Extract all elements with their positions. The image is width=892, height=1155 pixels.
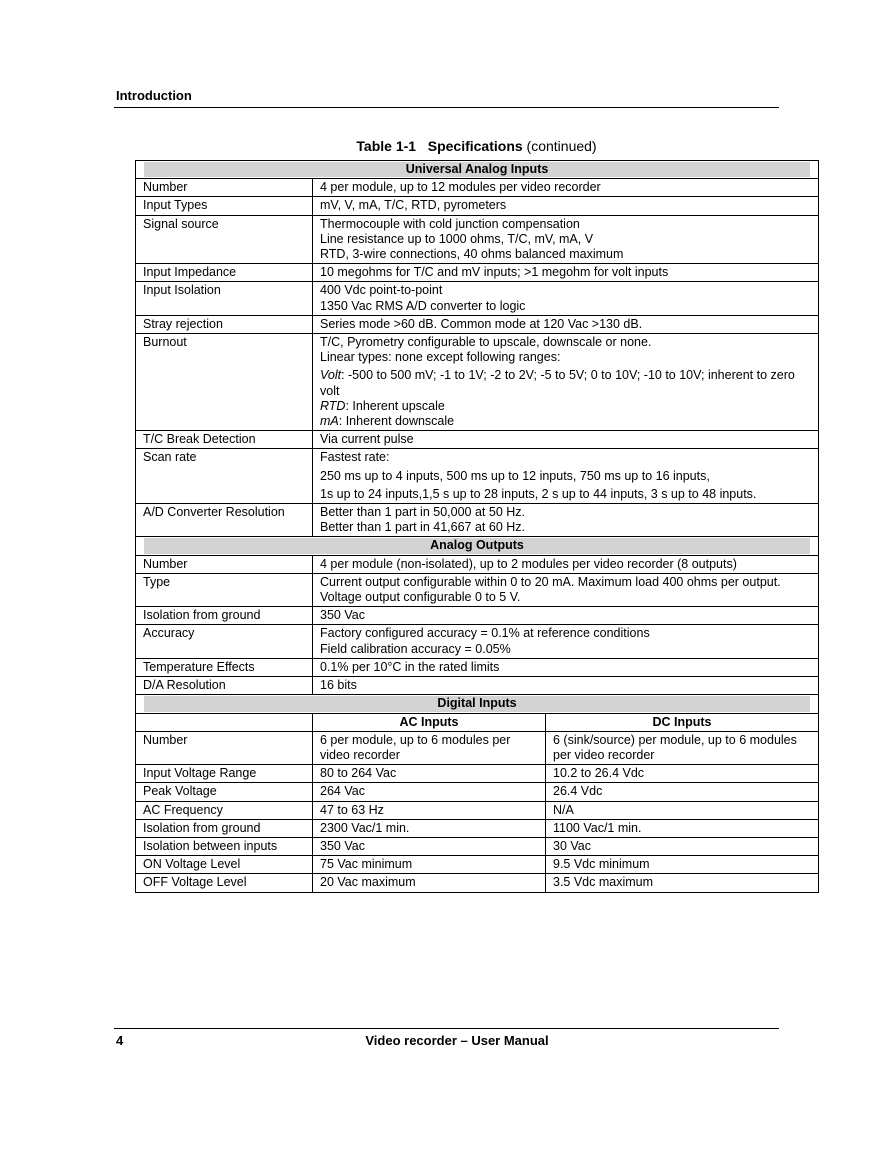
table-row (136, 315, 819, 333)
row-label: OFF Voltage Level (136, 874, 313, 892)
section-heading: Universal Analog Inputs (144, 162, 810, 177)
value-line: RTD, 3-wire connections, 40 ohms balanced maximum (320, 247, 624, 262)
table-row (136, 573, 819, 606)
footer-rule (114, 1028, 779, 1029)
table-row (136, 856, 819, 874)
dc-value: 6 (sink/source) per module, up to 6 modules per video recorder (546, 731, 819, 764)
ac-value: 6 per module, up to 6 modules per video recorder (313, 731, 546, 764)
row-label: ON Voltage Level (136, 856, 313, 874)
table-number: Table 1-1 (356, 138, 417, 154)
table-row (136, 282, 819, 315)
row-value: Series mode >60 dB. Common mode at 120 Vac >130 dB. (313, 315, 819, 333)
value-line: 1350 Vac RMS A/D converter to logic (320, 298, 526, 313)
row-label: Number (136, 555, 313, 573)
table-row (136, 819, 819, 837)
row-label: Isolation from ground (136, 819, 313, 837)
table-row (136, 555, 819, 573)
dc-value: 10.2 to 26.4 Vdc (546, 765, 819, 783)
row-value (313, 334, 819, 431)
row-label: Input Impedance (136, 264, 313, 282)
row-value: Via current pulse (313, 431, 819, 449)
dc-value: N/A (546, 801, 819, 819)
dc-value: 26.4 Vdc (546, 783, 819, 801)
table-row (136, 625, 819, 658)
row-label: Stray rejection (136, 315, 313, 333)
volt-term: Volt (320, 368, 342, 383)
row-label: Input Voltage Range (136, 765, 313, 783)
column-header-dc: DC Inputs (546, 713, 819, 731)
value-line: Better than 1 part in 41,667 at 60 Hz. (320, 520, 525, 535)
row-value: 4 per module, up to 12 modules per video recorder (313, 179, 819, 197)
row-label: Temperature Effects (136, 658, 313, 676)
row-value: 4 per module (non-isolated), up to 2 modules per video recorder (8 outputs) (313, 555, 819, 573)
section-analog-outputs (136, 537, 819, 555)
ac-value: 2300 Vac/1 min. (313, 819, 546, 837)
row-label: Input Types (136, 197, 313, 215)
row-value (313, 449, 819, 504)
value-line: Line resistance up to 1000 ohms, T/C, mV, mA, V (320, 231, 594, 246)
page-number: 4 (116, 1033, 124, 1048)
value-line: Linear types: none except following ranges: (320, 350, 561, 365)
row-value (313, 573, 819, 606)
empty-header-cell (136, 713, 313, 731)
value-line: Voltage output configurable 0 to 5 V. (320, 590, 521, 605)
ma-term: mA (320, 414, 339, 429)
header-rule (114, 107, 779, 108)
row-label: Input Isolation (136, 282, 313, 315)
dc-value: 30 Vac (546, 837, 819, 855)
section-heading: Digital Inputs (144, 696, 810, 711)
row-label: Accuracy (136, 625, 313, 658)
digital-column-headers (136, 713, 819, 731)
table-row (136, 658, 819, 676)
table-row (136, 874, 819, 892)
table-row (136, 431, 819, 449)
table-row (136, 801, 819, 819)
value-line: 1s up to 24 inputs,1,5 s up to 28 inputs, 2 s up to 44 inputs, 3 s up to 48 inputs. (320, 486, 757, 501)
section-heading: Analog Outputs (144, 538, 810, 553)
row-value: 0.1% per 10°C in the rated limits (313, 658, 819, 676)
value-line: Factory configured accuracy = 0.1% at reference conditions (320, 626, 650, 641)
ac-value: 47 to 63 Hz (313, 801, 546, 819)
table-row (136, 837, 819, 855)
ma-text: : Inherent downscale (338, 414, 455, 429)
row-value (313, 625, 819, 658)
column-header-ac: AC Inputs (313, 713, 546, 731)
footer-title: Video recorder – User Manual (365, 1033, 549, 1048)
row-label: A/D Converter Resolution (136, 504, 313, 537)
section-digital-inputs (136, 695, 819, 713)
row-label: Peak Voltage (136, 783, 313, 801)
row-label: Isolation from ground (136, 607, 313, 625)
value-line: 400 Vdc point-to-point (320, 283, 443, 298)
specifications-table (135, 160, 819, 893)
section-universal-analog-inputs (136, 161, 819, 179)
row-label: Number (136, 179, 313, 197)
running-header: Introduction (116, 88, 192, 103)
ac-value: 80 to 264 Vac (313, 765, 546, 783)
rtd-term: RTD (320, 398, 346, 413)
row-label: Scan rate (136, 449, 313, 504)
value-line: 250 ms up to 4 inputs, 500 ms up to 12 inputs, 750 ms up to 16 inputs, (320, 468, 710, 483)
table-row (136, 677, 819, 695)
ac-value: 264 Vac (313, 783, 546, 801)
rtd-text: : Inherent upscale (345, 398, 445, 413)
table-row (136, 197, 819, 215)
dc-value: 3.5 Vdc maximum (546, 874, 819, 892)
row-value (313, 282, 819, 315)
value-line (320, 414, 811, 429)
table-row (136, 731, 819, 764)
value-line: Field calibration accuracy = 0.05% (320, 641, 511, 656)
table-row (136, 215, 819, 264)
row-value: mV, V, mA, T/C, RTD, pyrometers (313, 197, 819, 215)
row-value: 16 bits (313, 677, 819, 695)
row-label: Burnout (136, 334, 313, 431)
table-row (136, 783, 819, 801)
table-row (136, 264, 819, 282)
value-line: Fastest rate: (320, 450, 390, 465)
value-line: Current output configurable within 0 to 20 mA. Maximum load 400 ohms per output. (320, 574, 781, 589)
row-label: D/A Resolution (136, 677, 313, 695)
table-title: Specifications (427, 138, 523, 154)
table-caption (135, 138, 818, 154)
table-row (136, 449, 819, 504)
row-label: Type (136, 573, 313, 606)
row-label: Number (136, 731, 313, 764)
row-value (313, 504, 819, 537)
value-line (320, 399, 811, 414)
value-line (320, 368, 811, 398)
row-label: AC Frequency (136, 801, 313, 819)
ac-value: 350 Vac (313, 837, 546, 855)
ac-value: 20 Vac maximum (313, 874, 546, 892)
row-label: T/C Break Detection (136, 431, 313, 449)
row-value: 350 Vac (313, 607, 819, 625)
table-row (136, 334, 819, 431)
table-row (136, 607, 819, 625)
row-label: Signal source (136, 215, 313, 264)
value-line: T/C, Pyrometry configurable to upscale, downscale or none. (320, 335, 652, 350)
row-value (313, 215, 819, 264)
value-line: Thermocouple with cold junction compensation (320, 216, 580, 231)
table-caption-suffix: (continued) (526, 138, 597, 154)
table-row (136, 504, 819, 537)
table-row (136, 179, 819, 197)
dc-value: 9.5 Vdc minimum (546, 856, 819, 874)
row-value: 10 megohms for T/C and mV inputs; >1 megohm for volt inputs (313, 264, 819, 282)
value-line: Better than 1 part in 50,000 at 50 Hz. (320, 505, 525, 520)
row-label: Isolation between inputs (136, 837, 313, 855)
dc-value: 1100 Vac/1 min. (546, 819, 819, 837)
volt-text: : -500 to 500 mV; -1 to 1V; -2 to 2V; -5 to 5V; 0 to 10V; -10 to 10V; inherent to zero volt (320, 368, 795, 398)
table-row (136, 765, 819, 783)
ac-value: 75 Vac minimum (313, 856, 546, 874)
